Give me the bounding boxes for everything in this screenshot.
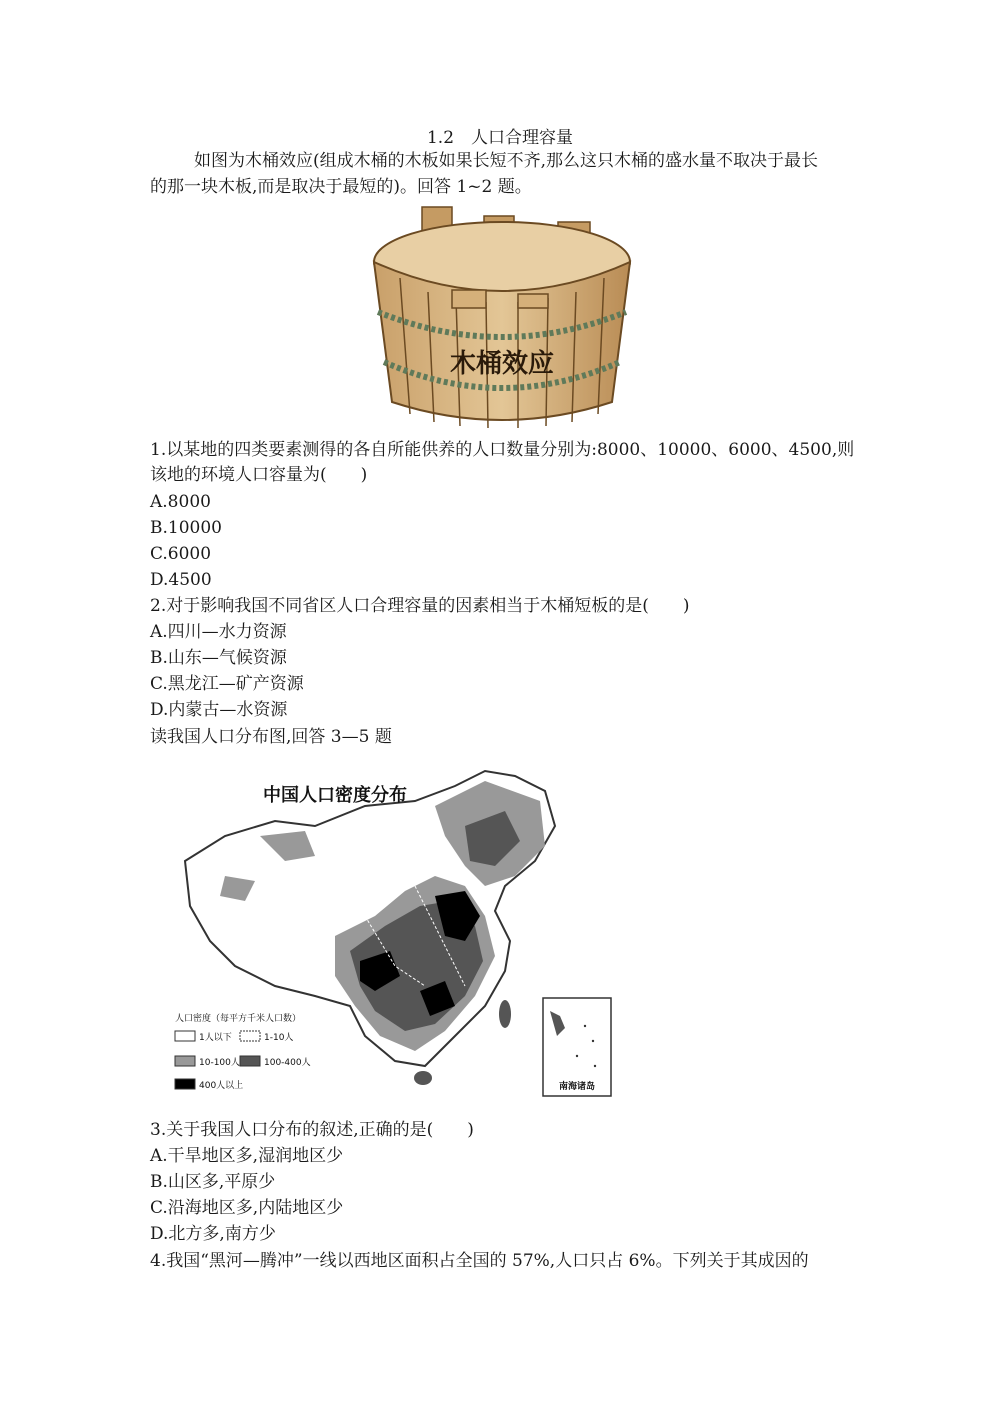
q1-stem-line-1: 1.以某地的四类要素测得的各自所能供养的人口数量分别为:8000、10000、6000、4500,则 <box>150 440 855 460</box>
q2-option-a: A.四川—水力资源 <box>150 622 287 642</box>
legend-title: 人口密度（每平方千米人口数） <box>175 1014 302 1024</box>
q2-option-c: C.黑龙江—矿产资源 <box>150 674 304 694</box>
q2-stem: 2.对于影响我国不同省区人口合理容量的因素相当于木桶短板的是( ) <box>150 596 690 616</box>
intro-line-2: 的那一块木板,而是取决于最短的)。回答 1~2 题。 <box>150 177 532 197</box>
q2-option-d: D.内蒙古—水资源 <box>150 700 288 720</box>
legend-label-5: 400人以上 <box>199 1081 244 1091</box>
legend-item-4 <box>240 1056 311 1068</box>
q1-option-d: D.4500 <box>150 570 212 590</box>
q2-option-b: B.山东—气候资源 <box>150 648 287 668</box>
inset-label: 南海诸岛 <box>558 1082 596 1092</box>
q1-option-c: C.6000 <box>150 544 212 564</box>
q1-option-a: A.8000 <box>150 492 211 512</box>
q3-option-b: B.山区多,平原少 <box>150 1172 276 1192</box>
legend-item-2 <box>240 1031 293 1043</box>
page-title: 1.2 人口合理容量 <box>426 128 574 148</box>
q3-option-a: A.干旱地区多,湿润地区少 <box>150 1146 344 1166</box>
intro-line-1: 如图为木桶效应(组成木桶的木板如果长短不齐,那么这只木桶的盛水量不取决于最长 <box>194 151 819 171</box>
legend-label-3: 10-100人 <box>199 1058 240 1068</box>
legend-item-5 <box>175 1079 243 1091</box>
legend-item-1 <box>175 1031 232 1043</box>
legend-label-1: 1人以下 <box>199 1033 232 1043</box>
q3-option-d: D.北方多,南方少 <box>150 1224 276 1244</box>
barrel-label: 木桶效应 <box>449 349 555 379</box>
legend-label-2: 1-10人 <box>264 1033 294 1043</box>
legend-label-4: 100-400人 <box>264 1058 311 1068</box>
q3-option-c: C.沿海地区多,内陆地区少 <box>150 1198 344 1218</box>
q1-option-b: B.10000 <box>150 518 222 538</box>
q3-stem: 3.关于我国人口分布的叙述,正确的是( ) <box>150 1120 474 1140</box>
map-title: 中国人口密度分布 <box>263 785 407 806</box>
map-intro: 读我国人口分布图,回答 3—5 题 <box>150 727 392 747</box>
q1-stem-line-2: 该地的环境人口容量为( ) <box>150 465 368 485</box>
legend-item-3 <box>175 1056 240 1068</box>
population-map-figure <box>165 766 615 1101</box>
q4-stem: 4.我国“黑河—腾冲”一线以西地区面积占全国的 57%,人口只占 6%。下列关于其成因的 <box>150 1251 809 1271</box>
barrel-figure <box>370 202 634 430</box>
